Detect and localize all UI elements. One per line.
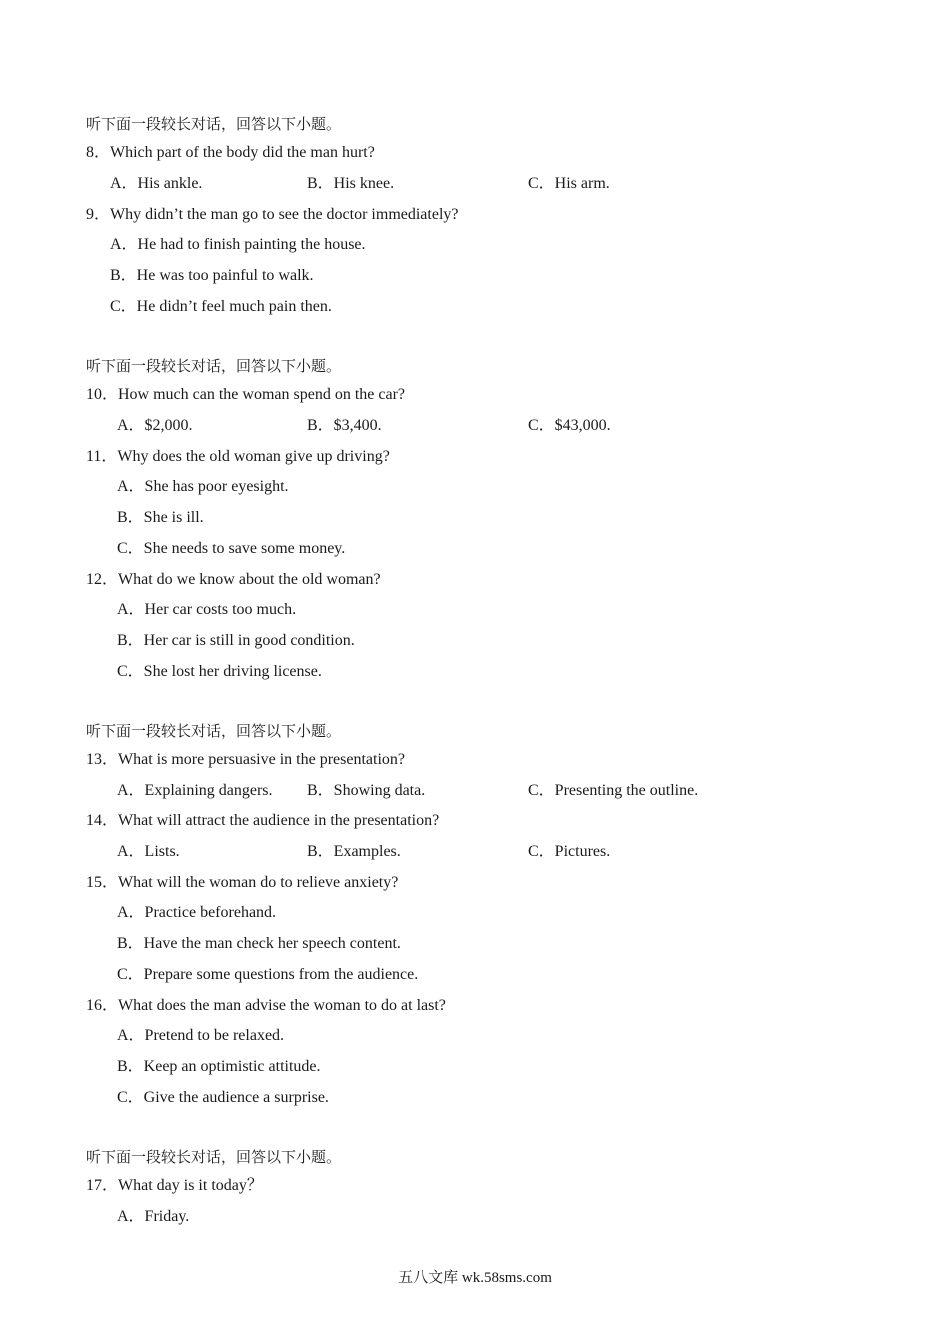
section-intro: 听下面一段较长对话，回答以下小题。 [86,1148,342,1166]
question-9: 9．Why didn’t the man go to see the doctor immediately? [86,206,459,223]
option-13-b: B．Showing data. [307,782,426,799]
option-16-b: B．Keep an optimistic attitude. [117,1058,321,1075]
question-8: 8．Which part of the body did the man hurt? [86,144,375,161]
page-footer: 五八文库 wk.58sms.com [398,1270,552,1286]
option-13-c: C．Presenting the outline. [528,782,699,799]
section-intro: 听下面一段较长对话，回答以下小题。 [86,357,342,375]
option-15-c: C．Prepare some questions from the audience. [117,966,419,983]
option-12-b: B．Her car is still in good condition. [117,632,355,649]
option-10-c: C．$43,000. [528,417,611,434]
option-9-c: C．He didn’t feel much pain then. [110,298,332,315]
question-13: 13．What is more persuasive in the presentation? [86,751,406,768]
option-14-a: A．Lists. [117,843,180,860]
option-15-a: A．Practice beforehand. [117,904,277,921]
section-intro: 听下面一段较长对话，回答以下小题。 [86,115,342,133]
question-10: 10．How much can the woman spend on the car? [86,386,406,403]
question-15: 15．What will the woman do to relieve anxiety? [86,874,399,891]
option-12-a: A．Her car costs too much. [117,601,297,618]
option-10-b: B．$3,400. [307,417,382,434]
question-12: 12．What do we know about the old woman? [86,571,381,588]
question-16: 16．What does the man advise the woman to do at last? [86,997,446,1014]
option-17-a: A．Friday. [117,1208,190,1225]
question-17: 17．What day is it today？ [86,1177,263,1194]
section-intro: 听下面一段较长对话，回答以下小题。 [86,722,342,740]
option-8-a: A．His ankle. [110,175,203,192]
option-9-b: B．He was too painful to walk. [110,267,314,284]
question-11: 11．Why does the old woman give up driving? [86,448,390,465]
option-9-a: A．He had to finish painting the house. [110,236,366,253]
option-16-a: A．Pretend to be relaxed. [117,1027,285,1044]
option-14-b: B．Examples. [307,843,401,860]
option-12-c: C．She lost her driving license. [117,663,322,680]
option-8-c: C．His arm. [528,175,610,192]
option-13-a: A．Explaining dangers. [117,782,273,799]
option-11-a: A．She has poor eyesight. [117,478,289,495]
option-11-b: B．She is ill. [117,509,204,526]
option-14-c: C．Pictures. [528,843,611,860]
option-11-c: C．She needs to save some money. [117,540,346,557]
option-15-b: B．Have the man check her speech content. [117,935,401,952]
option-8-b: B．His knee. [307,175,395,192]
question-14: 14．What will attract the audience in the presentation? [86,812,440,829]
option-16-c: C．Give the audience a surprise. [117,1089,329,1106]
option-10-a: A．$2,000. [117,417,193,434]
